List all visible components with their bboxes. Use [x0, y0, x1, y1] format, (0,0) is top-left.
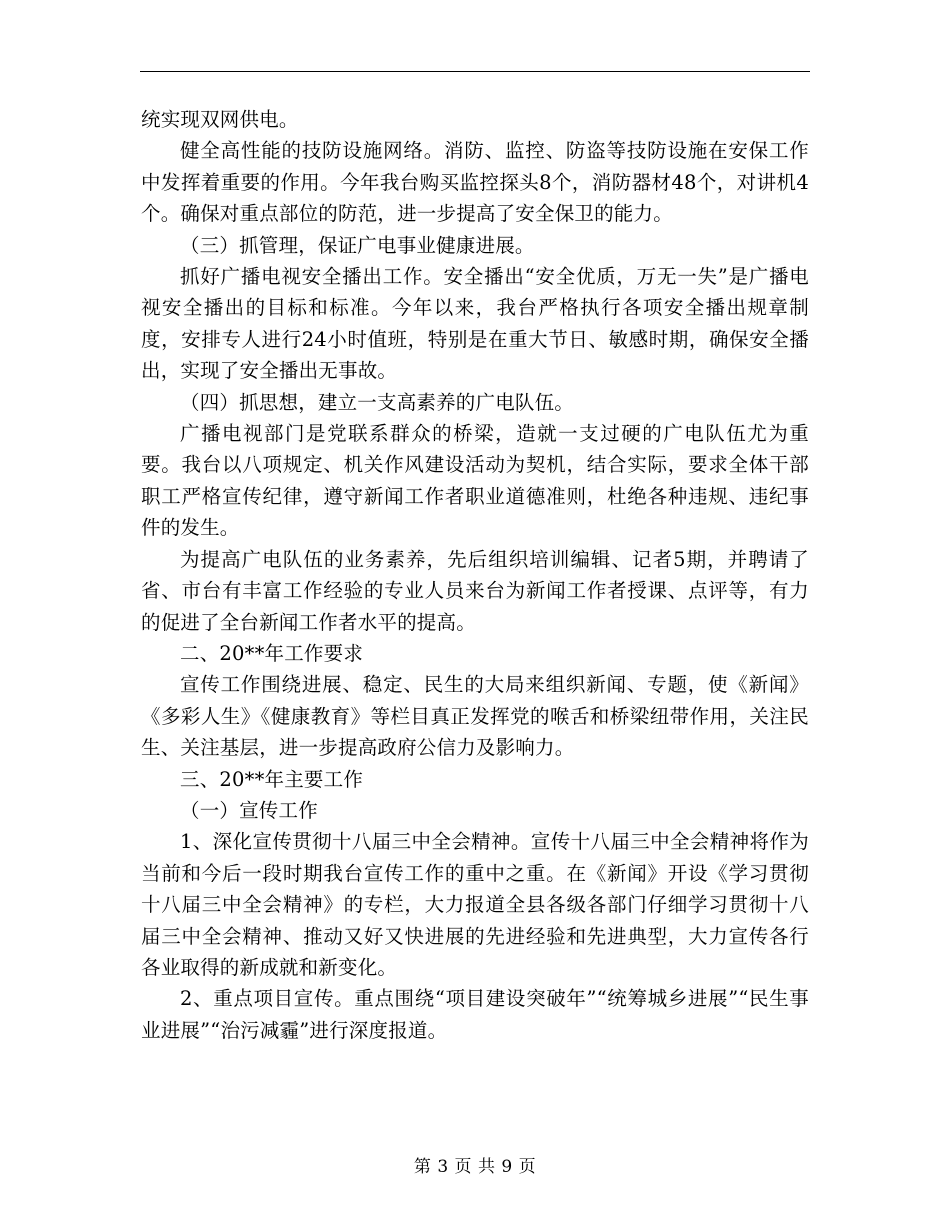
footer-page-number: 3	[437, 1157, 449, 1177]
paragraph-body: 抓好广播电视安全播出工作。安全播出“安全优质，万无一失”是广播电视安全播出的目标和标准。今年以来，我台严格执行各项安全播出规章制度，安排专人进行24小时值班，特别是在重大节日、敏感时期，确保安全播出，实现了安全播出无事故。	[141, 265, 809, 383]
paragraph-body: 健全高性能的技防设施网络。消防、监控、防盗等技防设施在安保工作中发挥着重要的作用。今年我台购买监控探头8个，消防器材48个，对讲机4个。确保对重点部位的防范，进一步提高了安全保卫的能力。	[141, 139, 809, 226]
section-heading: 三、20**年主要工作	[180, 767, 364, 791]
paragraph-body: 为提高广电队伍的业务素养，先后组织培训编辑、记者5期，并聘请了省、市台有丰富工作经验的专业人员来台为新闻工作者授课、点评等，有力的促进了全台新闻工作者水平的提高。	[141, 547, 809, 634]
document-body	[141, 104, 809, 1046]
section-heading: （三）抓管理，保证广电事业健康进展。	[180, 233, 535, 257]
paragraph-body: 2、重点项目宣传。重点围绕“项目建设突破年”“统筹城乡进展”“民生事业进展”“治污减霾”进行深度报道。	[141, 987, 809, 1042]
paragraph-body: 宣传工作围绕进展、稳定、民生的大局来组织新闻、专题，使《新闻》《多彩人生》《健康教育》等栏目真正发挥党的喉舌和桥梁纽带作用，关注民生、关注基层，进一步提高政府公信力及影响力。	[141, 673, 809, 760]
footer-suffix: 页	[518, 1157, 537, 1177]
paragraph-body: 广播电视部门是党联系群众的桥梁，造就一支过硬的广电队伍尤为重要。我台以八项规定、机关作风建设活动为契机，结合实际，要求全体干部职工严格宣传纪律，遵守新闻工作者职业道德准则，杜绝各种违规、违纪事件的发生。	[141, 422, 809, 540]
footer-total-pages: 9	[501, 1157, 513, 1177]
footer-prefix: 第	[413, 1157, 432, 1177]
section-heading: （四）抓思想，建立一支高素养的广电队伍。	[180, 390, 575, 414]
header-rule	[140, 71, 810, 72]
page-footer	[0, 1152, 950, 1177]
paragraph-continuation: 统实现双网供电。	[141, 108, 299, 131]
subsection-heading: （一）宣传工作	[180, 798, 318, 822]
footer-middle: 页 共	[454, 1157, 496, 1177]
section-heading: 二、20**年工作要求	[180, 641, 364, 665]
paragraph-body: 1、深化宣传贯彻十八届三中全会精神。宣传十八届三中全会精神将作为当前和今后一段时期我台宣传工作的重中之重。在《新闻》开设《学习贯彻十八届三中全会精神》的专栏，大力报道全县各级各部门仔细学习贯彻十八届三中全会精神、推动又好又快进展的先进经验和先进典型，大力宣传各行各业取得的新成就和新变化。	[141, 830, 809, 979]
